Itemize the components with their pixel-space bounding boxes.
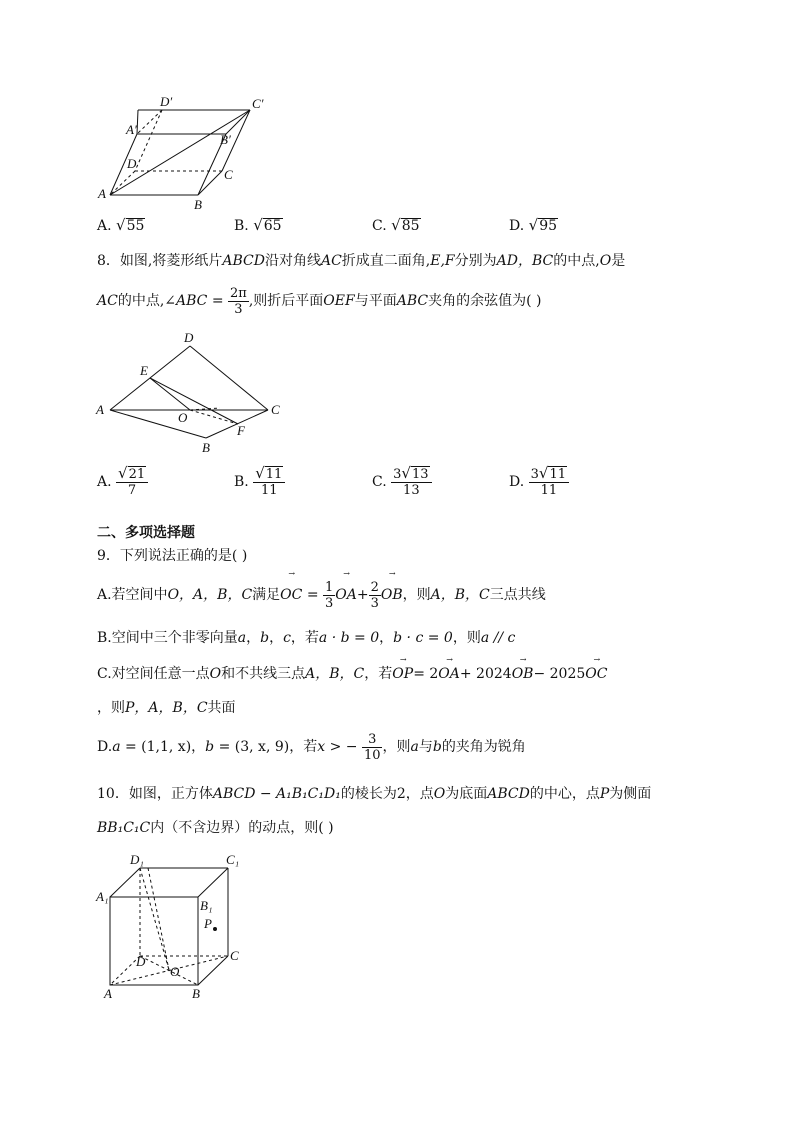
- q10-l2-end: 内（不含边界）的动点，则( ): [150, 820, 334, 836]
- q10-l1-mid2: 为底面: [445, 786, 488, 802]
- q9-b-dot2: b · c = 0: [393, 630, 453, 646]
- q9-a-mid: 满足: [252, 587, 281, 603]
- q10-label-d: D: [136, 954, 146, 969]
- q9-d-sep: ，: [191, 739, 206, 755]
- q7-option-c-letter: C.: [372, 218, 387, 234]
- q7-option-b[interactable]: B. √65: [234, 216, 282, 234]
- q9-d-vec-a: a: [112, 739, 121, 755]
- q10-label-b: B: [192, 986, 200, 1000]
- q7-option-d-letter: D.: [509, 218, 525, 234]
- q7-figure: [90, 92, 280, 210]
- q9-c-minus: − 2025: [533, 666, 586, 682]
- q8-frac-num: 2π: [230, 285, 247, 301]
- q9-b-vec-b: b: [260, 630, 270, 646]
- q7-option-b-value: 65: [263, 218, 282, 234]
- q9-b-vec-a: a: [237, 630, 247, 646]
- q10-face: BB₁C₁C: [97, 820, 151, 836]
- q7-label-bprime: B′: [220, 132, 231, 147]
- q8-option-b-rad: 11: [265, 467, 283, 482]
- q10-line2: [97, 818, 334, 838]
- q8-ef: E,F: [430, 253, 455, 269]
- q7-label-cprime: C′: [252, 96, 264, 111]
- q9-a-points2: A，B，C: [430, 587, 490, 603]
- q8-option-b-letter: B.: [234, 474, 249, 490]
- q9-a-f1n: 1: [325, 579, 334, 595]
- q9-b-dot1: a · b = 0: [318, 630, 380, 646]
- q9-b-pre: B.空间中三个非零向量: [97, 630, 238, 646]
- q8-abcd: ABCD: [222, 253, 265, 269]
- q8-option-c-coef: 3: [393, 467, 402, 482]
- q9-a-end: ，则: [402, 587, 431, 603]
- q10-l1-pre: 10．如图，正方体: [97, 786, 213, 802]
- q8-ad-bc: AD，BC: [496, 253, 554, 269]
- q8-label-c: C: [271, 402, 280, 417]
- q8-abc: ABC: [396, 293, 429, 309]
- q9-d-if: ，若: [289, 739, 318, 755]
- q10-cube: ABCD − A₁B₁C₁D₁: [212, 786, 341, 802]
- q8-line2-end: 夹角的余弦值为( ): [428, 293, 542, 309]
- q9-option-c[interactable]: [97, 655, 608, 684]
- q9-c-vector-oa: → OA: [438, 655, 460, 682]
- q7-label-aprime: A′: [126, 122, 137, 137]
- q9-a-frac2: [369, 580, 381, 611]
- q9-a-vector-oa: → OA: [335, 569, 357, 603]
- q7-label-dprime: D′: [160, 94, 173, 109]
- q9-d-fn: 3: [362, 732, 383, 748]
- q7-option-a[interactable]: A. √55: [97, 216, 145, 234]
- q9-d-and: 与: [418, 739, 433, 755]
- q9-c-eq: = 2: [413, 666, 439, 682]
- q9-a-f2n: 2: [370, 579, 379, 595]
- q8-option-c-rad: 13: [411, 467, 429, 482]
- q8-label-e: E: [140, 363, 148, 378]
- q8-ac: AC: [320, 253, 342, 269]
- q10-p: P: [599, 786, 610, 802]
- q9-a-vector-ob: → OB: [380, 569, 403, 603]
- q8-label-b: B: [202, 440, 210, 455]
- q7-label-b: B: [194, 197, 202, 210]
- q10-l1-end: 为侧面: [609, 786, 652, 802]
- q8-line1: [97, 251, 625, 271]
- q7-option-d-value: 95: [539, 218, 558, 234]
- q10-label-c: C: [230, 948, 239, 963]
- q7-option-b-letter: B.: [234, 218, 249, 234]
- q9-a-f2d: 3: [370, 595, 379, 611]
- q10-o: O: [433, 786, 446, 802]
- q7-option-c-value: 85: [401, 218, 420, 234]
- q9-option-b[interactable]: B.空间中三个非零向量a，b，c，若a · b = 0，b · c = 0，则a // c: [97, 630, 516, 646]
- q8-option-c-den: 13: [403, 483, 420, 498]
- q9-d-end: 的夹角为锐角: [441, 739, 526, 755]
- q9-c-oc: OC: [585, 666, 608, 682]
- q9-d-fd: 10: [363, 747, 381, 763]
- q9-d-then: ，则: [382, 739, 411, 755]
- q8-line1-mid: 沿对角线: [264, 253, 321, 269]
- q9-c-line2-points: P，A，B，C: [125, 700, 208, 716]
- q9-a-frac1: [323, 580, 335, 611]
- q9-a-ob: OB: [380, 587, 403, 603]
- q9-b-if: ，若: [290, 630, 319, 646]
- q10-figure: [92, 850, 252, 1000]
- q9-a-tail: 三点共线: [489, 587, 546, 603]
- q10-label-a: A: [104, 986, 112, 1000]
- q9-c-vector-oc: → OC: [585, 655, 608, 682]
- q10-abcd: ABCD: [487, 786, 530, 802]
- q9-option-c-line2: [97, 698, 236, 718]
- q9-a-oa: OA: [335, 587, 357, 603]
- q8-o: O: [599, 253, 612, 269]
- q10-point-p: [213, 927, 217, 931]
- q10-label-b1: B₁: [200, 898, 213, 913]
- q8-option-d-coef: 3: [530, 467, 539, 482]
- q9-a-points: O，A，B，C: [167, 587, 253, 603]
- q8-option-a-letter: A.: [97, 474, 112, 490]
- q7-option-a-letter: A.: [97, 218, 112, 234]
- q10-label-d1: D₁: [130, 852, 144, 867]
- q10-label-p: P: [204, 916, 212, 931]
- q7-option-c[interactable]: C. √85: [372, 216, 420, 234]
- q9-d-condition: x > −: [317, 739, 358, 755]
- q8-oef: OEF: [323, 293, 355, 309]
- q7-label-c: C: [224, 167, 233, 182]
- q9-option-a[interactable]: [97, 569, 546, 612]
- q8-figure: [90, 328, 290, 458]
- q9-a-plus: +: [356, 587, 369, 603]
- q10-l1-mid3: 的中心，点: [529, 786, 600, 802]
- q9-c-points: A，B，C: [305, 666, 365, 682]
- q7-option-a-value: 55: [126, 218, 145, 234]
- q8-label-a: A: [96, 402, 104, 417]
- q8-line1-end: 的中点,: [553, 253, 600, 269]
- q8-option-d-den: 11: [540, 483, 558, 498]
- q9-option-d[interactable]: [97, 730, 526, 764]
- q9-d-b-value: = (3, x, 9): [218, 739, 290, 755]
- q9-stem: 9．下列说法正确的是( ): [97, 548, 248, 564]
- q8-line2-ac: AC: [97, 293, 118, 309]
- q9-c-op: OP: [392, 666, 414, 682]
- q9-a-pre: A.若空间中: [97, 587, 168, 603]
- q8-label-d: D: [184, 330, 194, 345]
- q7-label-d: D: [127, 156, 137, 171]
- q8-line1-pre: 8．如图,将菱形纸片: [97, 253, 223, 269]
- q10-line1: [97, 784, 651, 804]
- q8-angle: ∠ABC =: [164, 293, 224, 309]
- q8-option-a-den: 7: [127, 483, 137, 498]
- q9-c-vector-op: → OP: [392, 655, 414, 682]
- q9-d-pre: D.: [97, 739, 113, 755]
- q8-option-c[interactable]: C. $\frac{3√13}{13}$: [372, 466, 432, 498]
- q9-b-vec-c: c: [283, 630, 291, 646]
- q9-d-a-value: = (1,1, x): [125, 739, 192, 755]
- q9-b-parallel: a // c: [480, 630, 516, 646]
- q9-c-ob: OB: [511, 666, 534, 682]
- q9-c-o: O: [209, 666, 222, 682]
- q9-a-f1d: 3: [325, 595, 334, 611]
- q8-label-f: F: [237, 423, 245, 438]
- q9-c-plus: + 2024: [459, 666, 512, 682]
- q8-label-o: O: [178, 410, 188, 425]
- q8-option-b-den: 11: [260, 483, 278, 498]
- q9-a-eq: =: [306, 587, 319, 603]
- q9-c-line2-end: 共面: [207, 700, 236, 716]
- q9-c-oa: OA: [438, 666, 460, 682]
- q8-line1-mid2: 折成直二面角,: [341, 253, 431, 269]
- q9-d-vec-b2: b: [432, 739, 442, 755]
- q8-option-d-rad: 11: [549, 467, 567, 482]
- q8-line1-mid3: 分别为: [454, 253, 497, 269]
- q10-label-a1: A₁: [96, 889, 109, 904]
- q8-line2: [97, 284, 541, 318]
- q9-a-vector-oc: → OC: [280, 569, 303, 603]
- q8-option-a[interactable]: A. $\frac{√21}{7}$: [97, 466, 148, 498]
- q8-angle-fraction: [228, 286, 249, 317]
- q9-b-then: ，则: [452, 630, 481, 646]
- q7-option-d[interactable]: D. √95: [509, 216, 558, 234]
- q8-option-d-letter: D.: [509, 474, 525, 490]
- q9-c-mid: 和不共线三点: [221, 666, 306, 682]
- q9-c-if: ，若: [364, 666, 393, 682]
- q8-line1-tail: 是: [611, 253, 626, 269]
- q8-line2-mid2: 与平面: [354, 293, 397, 309]
- q9-c-line2-pre: ，则: [97, 700, 125, 716]
- q10-l1-mid: 的棱长为2，点: [340, 786, 434, 802]
- q10-label-c1: C₁: [226, 852, 240, 867]
- q9-d-frac: [362, 732, 383, 763]
- q8-option-a-rad: 21: [128, 467, 146, 482]
- section-heading-multiple-choice: 二、多项选择题: [97, 525, 195, 541]
- q8-option-d[interactable]: D. $\frac{3√11}{11}$: [509, 466, 569, 498]
- q9-d-vec-b: b: [205, 739, 215, 755]
- q7-label-a: A: [98, 186, 106, 201]
- q10-label-o: O: [170, 964, 180, 979]
- q9-c-pre: C.对空间任意一点: [97, 666, 210, 682]
- q8-frac-den: 3: [234, 301, 243, 317]
- q9-d-vec-a2: a: [410, 739, 419, 755]
- q9-a-oc: OC: [280, 587, 303, 603]
- q8-line2-pre: 的中点,: [117, 293, 165, 309]
- q9-c-vector-ob: → OB: [511, 655, 534, 682]
- q8-line2-mid: ,则折后平面: [248, 293, 324, 309]
- q8-option-c-letter: C.: [372, 474, 387, 490]
- q8-option-b[interactable]: B. $\frac{√11}{11}$: [234, 466, 285, 498]
